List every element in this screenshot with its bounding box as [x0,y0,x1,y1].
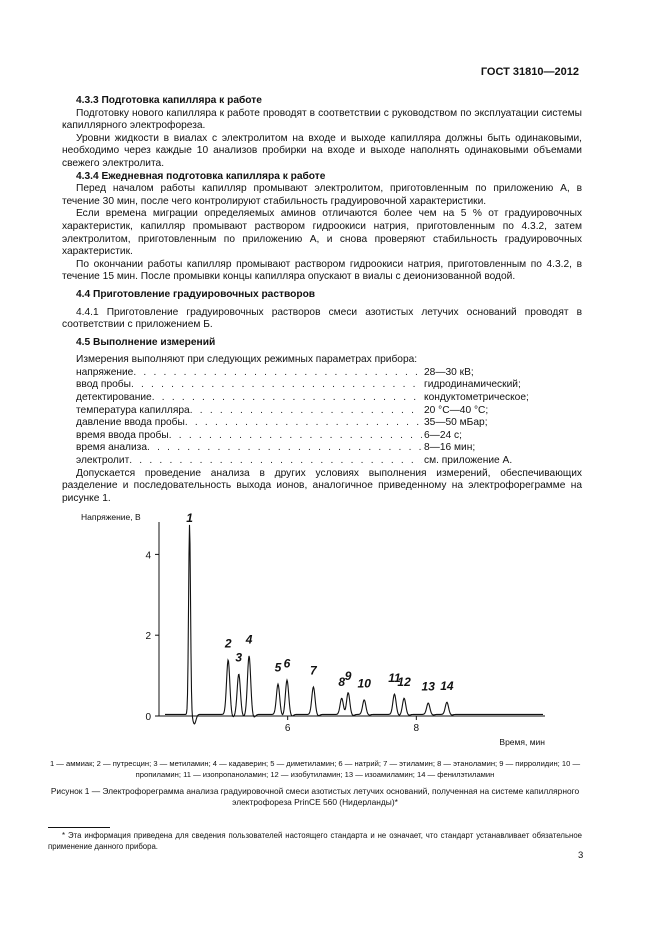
peak-label: 6 [283,656,291,671]
peak-label: 5 [274,660,282,675]
parameter-name: ввод пробы [76,379,131,391]
document-header: ГОСТ 31810—2012 [480,66,579,78]
y-tick-label: 0 [145,712,151,723]
peak-label: 12 [397,674,411,689]
dot-leader [169,430,422,443]
peak-label: 9 [344,668,352,683]
parameter-value: см. приложение А. [424,455,513,467]
paragraph: Допускается проведение анализа в других условиях выполнения измерений, обеспечивающих разделение и последовательность выхода ионов, аналогичное приведенному на электрофореграмме на рисунке 1. [62,467,582,504]
parameter-name: температура капилляра [76,404,190,416]
parameter-row [62,442,582,455]
footnote: * Эта информация приведена для сведения пользователей настоящего стандарта и не означает, что стандарт устанавливает обязательное применение данного прибора. [48,831,582,851]
paragraph: Если времена миграции определяемых аминов отличаются более чем на 5 % от градуировочных характеристик, капилляр промывают раствором гидроокиси натрия, приготовленным по 4.3.2, затем электролитом, приготовленным по приложению А, и снова проверяют стабильность градуировочных характеристик. [62,208,582,258]
dot-leader [131,379,422,392]
x-tick-label: 6 [284,723,291,734]
parameter-value: 8—16 мин; [424,442,476,454]
page-number: 3 [578,850,584,861]
figure-legend: 1 — аммиак; 2 — путресцин; 3 — метиламин; 4 — кадаверин; 5 — диметиламин; 6 — натрий; 7 — этиламин; 8 — этаноламин; 9 — пирролидин; 10 — пропиламин; 11 — изопропаноламин; 12 — изобутиламин; 13 — изоамиламин; 14 — фенилэтиламин [49,759,581,779]
parameter-row [62,405,582,418]
electropherogram-chart [75,500,555,750]
dot-leader [133,367,422,380]
paragraph: По окончании работы капилляр промывают раствором гидроокиси натрия, приготовленным по 4.3.2, в течение 15 мин. После промывки концы капилляра опускают в виалы с деионизованной водой. [62,258,582,283]
parameter-list [62,367,582,468]
y-tick-label: 2 [145,631,151,643]
parameter-value: 6—24 с; [424,429,462,441]
peak-label: 13 [421,679,435,694]
parameter-name: напряжение [76,366,134,378]
figure-caption: Рисунок 1 — Электрофореграмма анализа градуировочной смеси азотистых летучих оснований, полученная на системе капиллярного электрофореза PrinCE 560 (Нидерланды)* [50,786,580,807]
signal-trace [165,525,543,724]
dot-leader [147,442,422,455]
peak-label: 4 [245,632,253,647]
dot-leader [190,405,422,418]
paragraph: Перед началом работы капилляр промывают электролитом, приготовленным по приложению А, в течение 30 мин, после чего контролируют стабильность градуировочной характеристики. [62,183,582,207]
parameter-name: давление ввода пробы [76,417,185,429]
parameter-row [62,379,582,392]
paragraph: 4.4.1 Приготовление градуировочных растворов смеси азотистых летучих оснований проводят в соответствии с приложением Б. [62,306,582,331]
peak-label: 2 [224,636,232,651]
parameter-value: 20 °С—40 °С; [424,404,489,416]
parameter-name: время ввода пробы [76,429,169,441]
parameter-value: кондуктометрическое; [424,392,529,404]
document-body [62,95,582,505]
paragraph: Уровни жидкости в виалах с электролитом на входе и выходе капилляра должны быть одинаковыми, необходимо через каждые 10 анализов пробирки на входе и выходе наполнять одинаковыми объемами свежего электролита. [62,132,582,169]
parameter-row [62,430,582,443]
parameter-value: гидродинамический; [424,379,521,391]
y-tick-label: 4 [145,550,151,562]
parameter-row [62,392,582,405]
parameter-row [62,455,582,468]
heading-4-3-4: 4.3.4 Ежедневная подготовка капилляра к работе [76,170,326,182]
parameter-row [62,367,582,380]
peak-label: 7 [310,663,317,678]
paragraph: Измерения выполняют при следующих режимных параметрах прибора: [76,354,418,366]
parameter-value: 35—50 мБар; [424,417,488,429]
peak-label: 8 [338,674,346,689]
parameter-value: 28—30 кВ; [424,366,474,378]
peak-label: 14 [440,678,454,693]
x-tick-label: 8 [413,723,420,734]
heading-4-5: 4.5 Выполнение измерений [76,336,216,348]
parameter-row [62,417,582,430]
peak-label: 1 [186,511,193,526]
peak-label: 3 [235,650,243,665]
parameter-name: электролит [76,455,130,467]
y-axis-label: Напряжение, В [81,512,141,522]
paragraph: Подготовку нового капилляра к работе проводят в соответствии с руководством по эксплуатации системы капиллярного электрофореза. [62,107,582,132]
peak-label: 10 [357,676,371,691]
parameter-name: детектирование [76,392,152,404]
dot-leader [185,417,422,430]
parameter-name: время анализа [76,442,148,454]
heading-4-3-3: 4.3.3 Подготовка капилляра к работе [76,95,262,106]
dot-leader [129,455,422,468]
dot-leader [152,392,422,405]
peak-label: 11 [388,670,401,685]
heading-4-4: 4.4 Приготовление градуировочных растворов [76,288,316,300]
x-axis-label: Время, мин [499,737,545,747]
footnote-separator [48,827,110,828]
